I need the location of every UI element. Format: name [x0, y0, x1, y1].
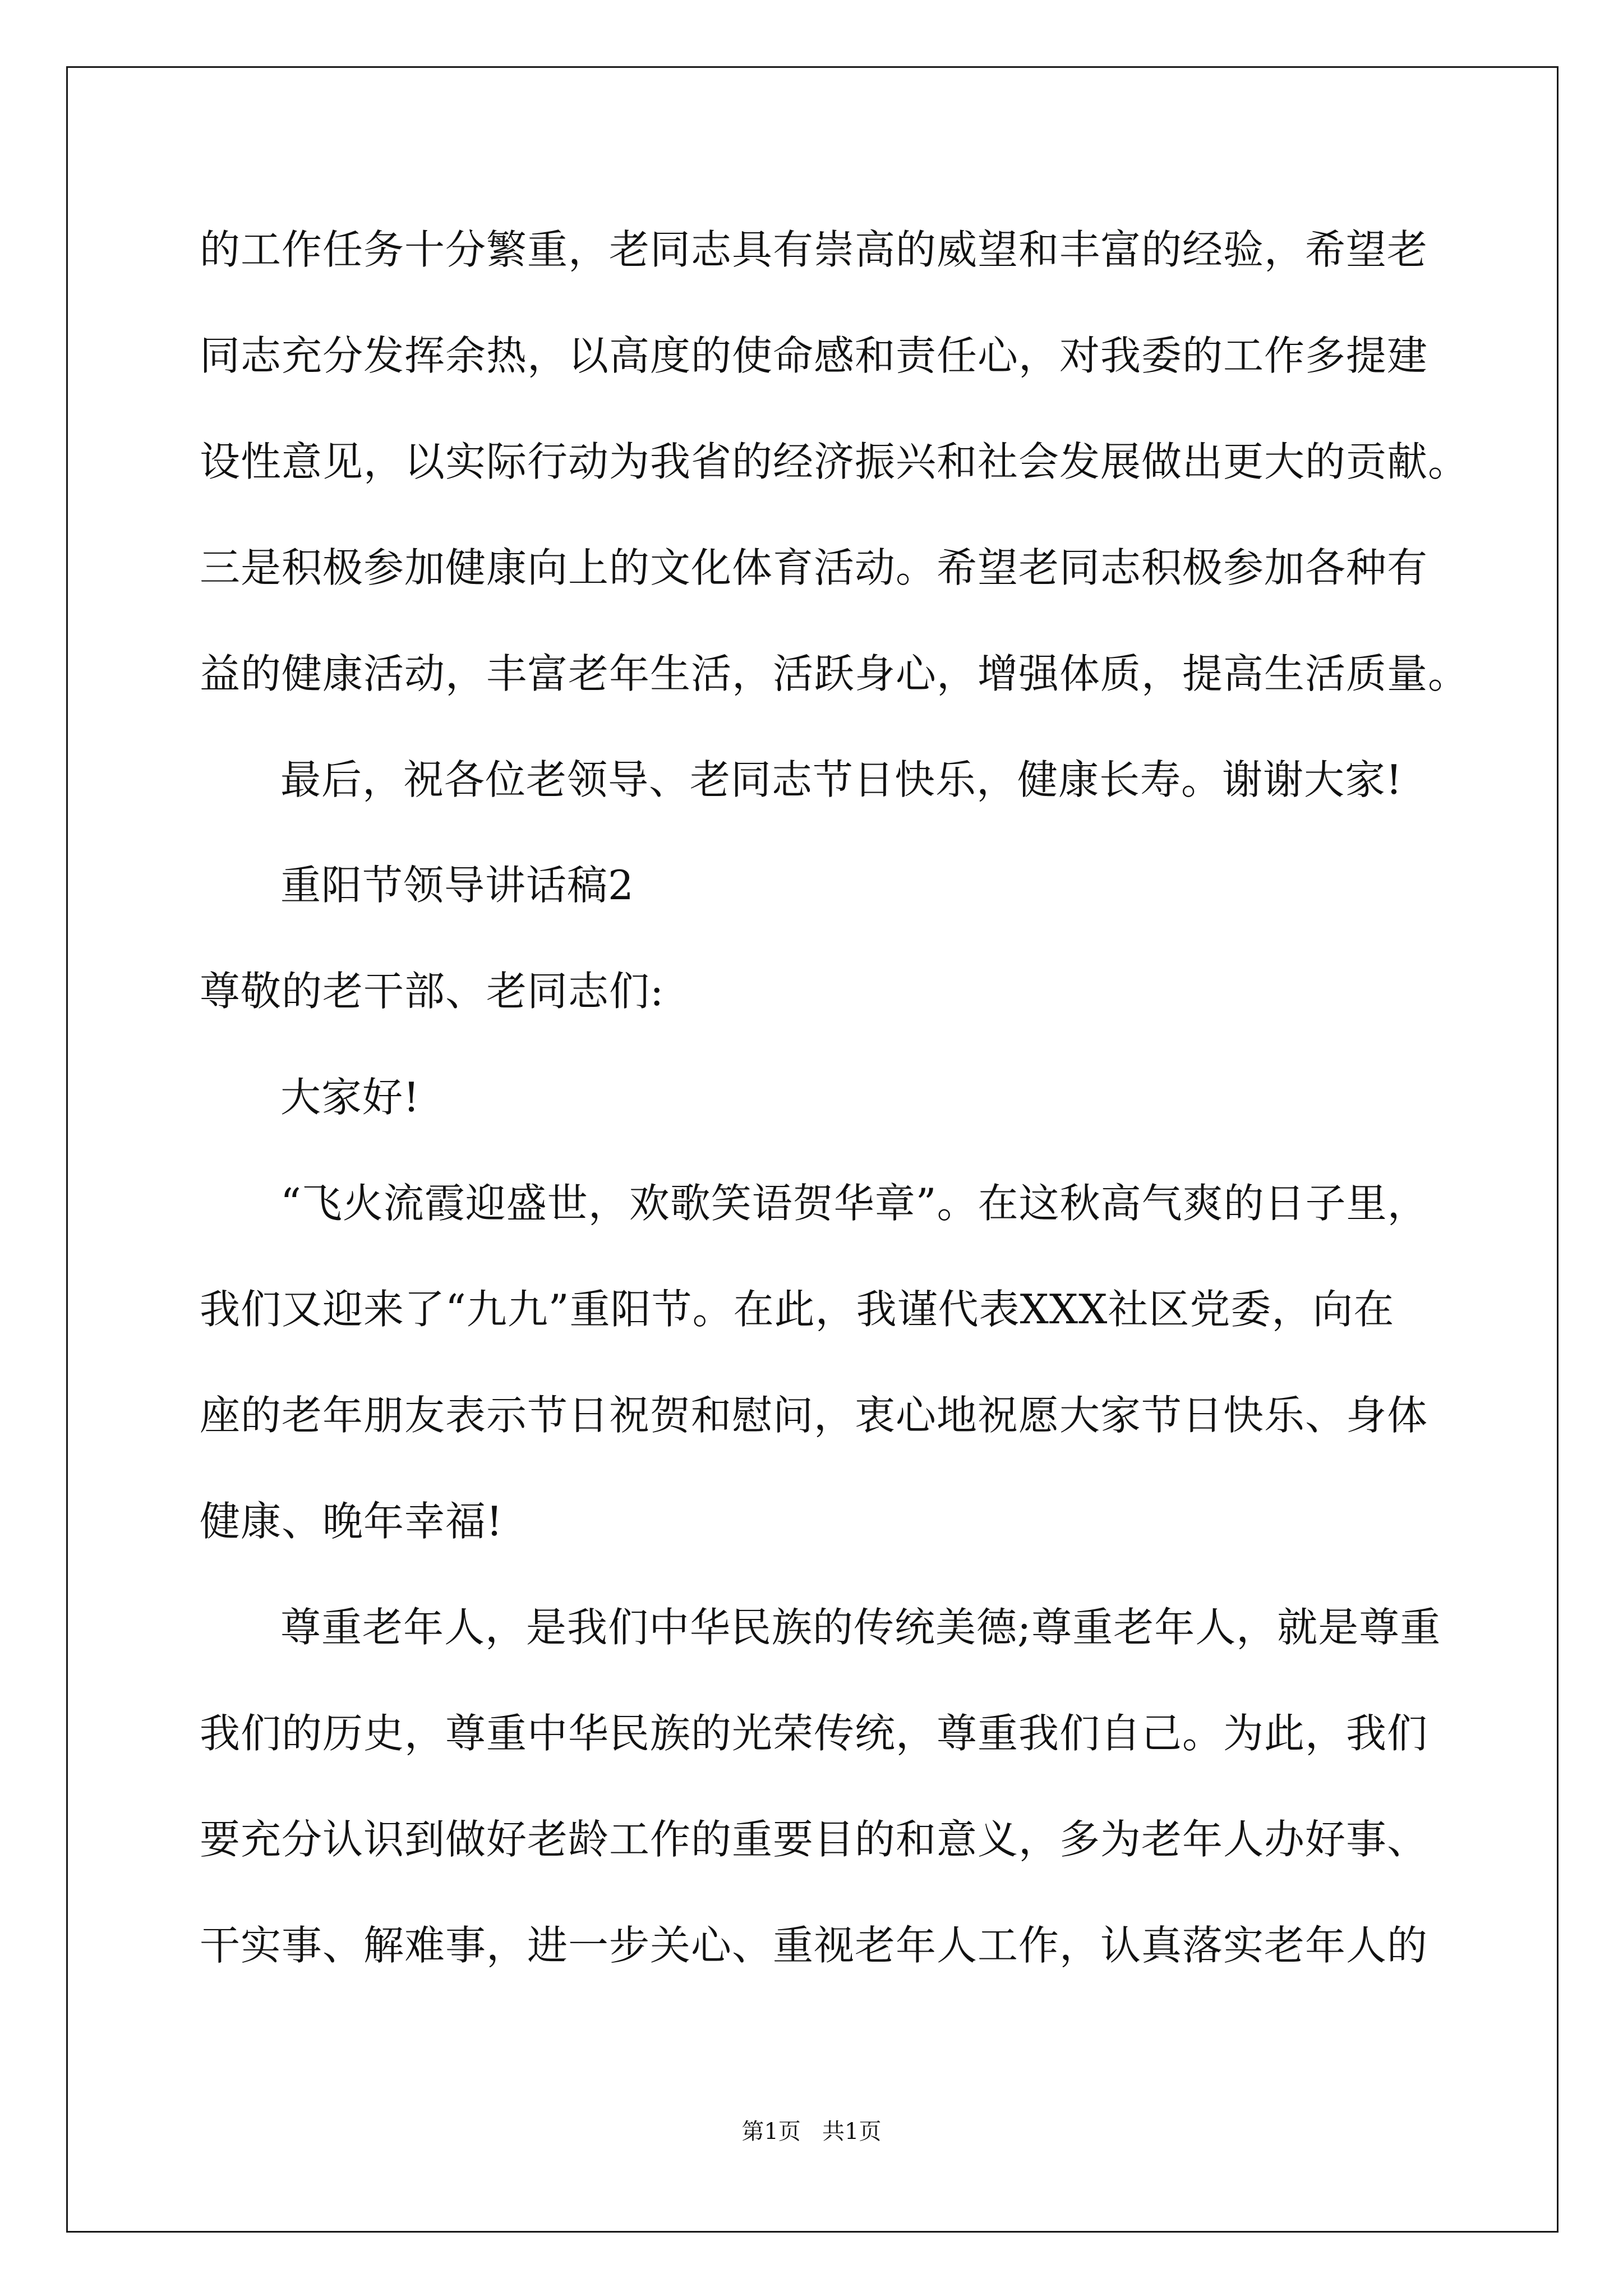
text-line: 座的老年朋友表示节日祝贺和慰问，衷心地祝愿大家节日快乐、身体 — [200, 1392, 1428, 1439]
text-line: 设性意见，以实际行动为我省的经济振兴和社会发展做出更大的贡献。 — [200, 438, 1469, 485]
text-line: 的工作任务十分繁重，老同志具有崇高的威望和丰富的经验，希望老 — [200, 226, 1428, 273]
text-line: 三是积极参加健康向上的文化体育活动。希望老同志积极参加各种有 — [200, 544, 1428, 591]
text-line: “飞火流霞迎盛世，欢歌笑语贺华章”。在这秋高气爽的日子里， — [280, 1180, 1428, 1227]
text-line: 我们又迎来了“九九”重阳节。在此，我谨代表XXX社区党委，向在 — [200, 1286, 1395, 1333]
text-line: 要充分认识到做好老龄工作的重要目的和意义，多为老年人办好事、 — [200, 1816, 1428, 1863]
section-heading: 重阳节领导讲话稿2 — [280, 862, 634, 909]
salutation: 尊敬的老干部、老同志们: — [200, 968, 665, 1015]
page-footer: 第1页 共1页 — [741, 2119, 882, 2145]
text-line: 健康、晚年幸福! — [200, 1498, 503, 1545]
text-line: 同志充分发挥余热，以高度的使命感和责任心，对我委的工作多提建 — [200, 332, 1428, 379]
text-line: 尊重老年人，是我们中华民族的传统美德;尊重老年人，就是尊重 — [280, 1604, 1441, 1651]
text-line: 最后，祝各位老领导、老同志节日快乐，健康长寿。谢谢大家! — [280, 756, 1403, 803]
text-line: 干实事、解难事，进一步关心、重视老年人工作，认真落实老年人的 — [200, 1922, 1428, 1969]
text-line: 益的健康活动，丰富老年生活，活跃身心，增强体质，提高生活质量。 — [200, 650, 1469, 697]
page-border — [66, 66, 1559, 2233]
text-line: 我们的历史，尊重中华民族的光荣传统，尊重我们自己。为此，我们 — [200, 1710, 1428, 1757]
greeting: 大家好! — [280, 1074, 420, 1121]
